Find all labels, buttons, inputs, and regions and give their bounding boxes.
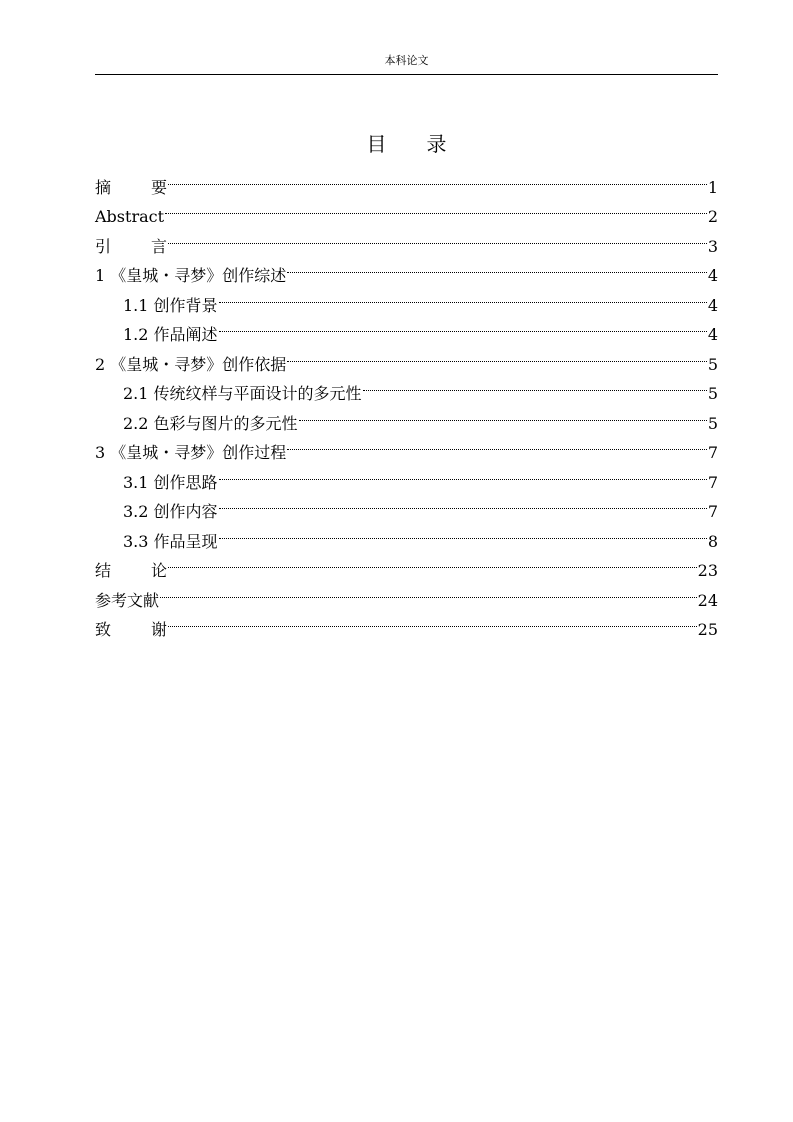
- toc-leader-dots: [168, 606, 697, 636]
- toc-entry-label: 1.1 创作背景: [123, 295, 218, 315]
- toc-entry-label: 2.2 色彩与图片的多元性: [123, 413, 298, 433]
- toc-page-number: 5: [707, 413, 718, 433]
- toc-entry-chapter-1[interactable]: [95, 252, 718, 285]
- toc-page-number: 23: [697, 561, 718, 580]
- toc-entry-label: Abstract: [95, 207, 165, 226]
- toc-entry-conclusion[interactable]: [95, 547, 718, 580]
- toc-entry-label: 摘 要: [95, 177, 168, 197]
- toc-entry-label: 2.1 传统纹样与平面设计的多元性: [123, 384, 362, 403]
- toc-leader-dots: [160, 576, 697, 606]
- toc-page-number: 7: [707, 472, 718, 492]
- toc-entry-label: 3.3 作品呈现: [123, 531, 218, 551]
- toc-leader-dots: [299, 399, 707, 429]
- toc-page-number: 25: [697, 620, 718, 639]
- toc-entry-acknowledgements[interactable]: [95, 606, 718, 639]
- toc-entry-label: 3.2 创作内容: [123, 502, 218, 521]
- toc-entry-abstract-en[interactable]: [95, 193, 718, 226]
- toc-leader-dots: [168, 163, 707, 193]
- toc-entry-label: 1.2 作品阐述: [123, 325, 218, 344]
- toc-page-number: 7: [707, 443, 718, 462]
- toc-page-number: 24: [697, 590, 718, 610]
- toc-entry-label: 2 《皇城・寻梦》创作依据: [95, 354, 287, 374]
- running-header-text: 本科论文: [384, 54, 429, 67]
- toc-entry-label: 参考文献: [95, 590, 160, 610]
- toc-leader-dots: [219, 281, 707, 311]
- toc-page-number: 5: [707, 354, 718, 374]
- table-of-contents: [95, 163, 718, 639]
- toc-entry-label: 结 论: [95, 561, 168, 580]
- toc-leader-dots: [219, 517, 707, 547]
- toc-entry-label: 1 《皇城・寻梦》创作综述: [95, 266, 287, 285]
- toc-page-number: 3: [707, 236, 718, 256]
- toc-page-number: 1: [707, 177, 718, 197]
- toc-page-number: 8: [707, 531, 718, 551]
- toc-entry-abstract-cn[interactable]: [95, 163, 718, 197]
- toc-leader-dots: [287, 252, 707, 282]
- toc-leader-dots: [168, 222, 707, 252]
- toc-entry-references[interactable]: [95, 576, 718, 610]
- toc-title: [95, 130, 718, 158]
- toc-title-right: 录: [426, 132, 447, 156]
- toc-page-number: 4: [707, 266, 718, 285]
- toc-leader-dots: [165, 193, 707, 223]
- toc-page-number: 7: [707, 502, 718, 521]
- toc-leader-dots: [219, 488, 707, 518]
- toc-leader-dots: [219, 458, 707, 488]
- toc-entry-label: 致 谢: [95, 620, 168, 639]
- toc-entry-label: 3.1 创作思路: [123, 472, 218, 492]
- toc-page-number: 4: [707, 295, 718, 315]
- toc-entry-label: 3 《皇城・寻梦》创作过程: [95, 443, 287, 462]
- running-header: [95, 54, 718, 75]
- toc-leader-dots: [363, 370, 707, 400]
- toc-entry-label: 引 言: [95, 236, 168, 256]
- toc-leader-dots: [287, 429, 707, 459]
- toc-page-number: 2: [707, 207, 718, 226]
- toc-leader-dots: [287, 340, 707, 370]
- toc-entry-introduction[interactable]: [95, 222, 718, 256]
- toc-page-number: 4: [707, 325, 718, 344]
- toc-leader-dots: [168, 547, 697, 577]
- toc-leader-dots: [219, 311, 707, 341]
- toc-title-left: 目: [366, 132, 387, 156]
- toc-page-number: 5: [707, 384, 718, 403]
